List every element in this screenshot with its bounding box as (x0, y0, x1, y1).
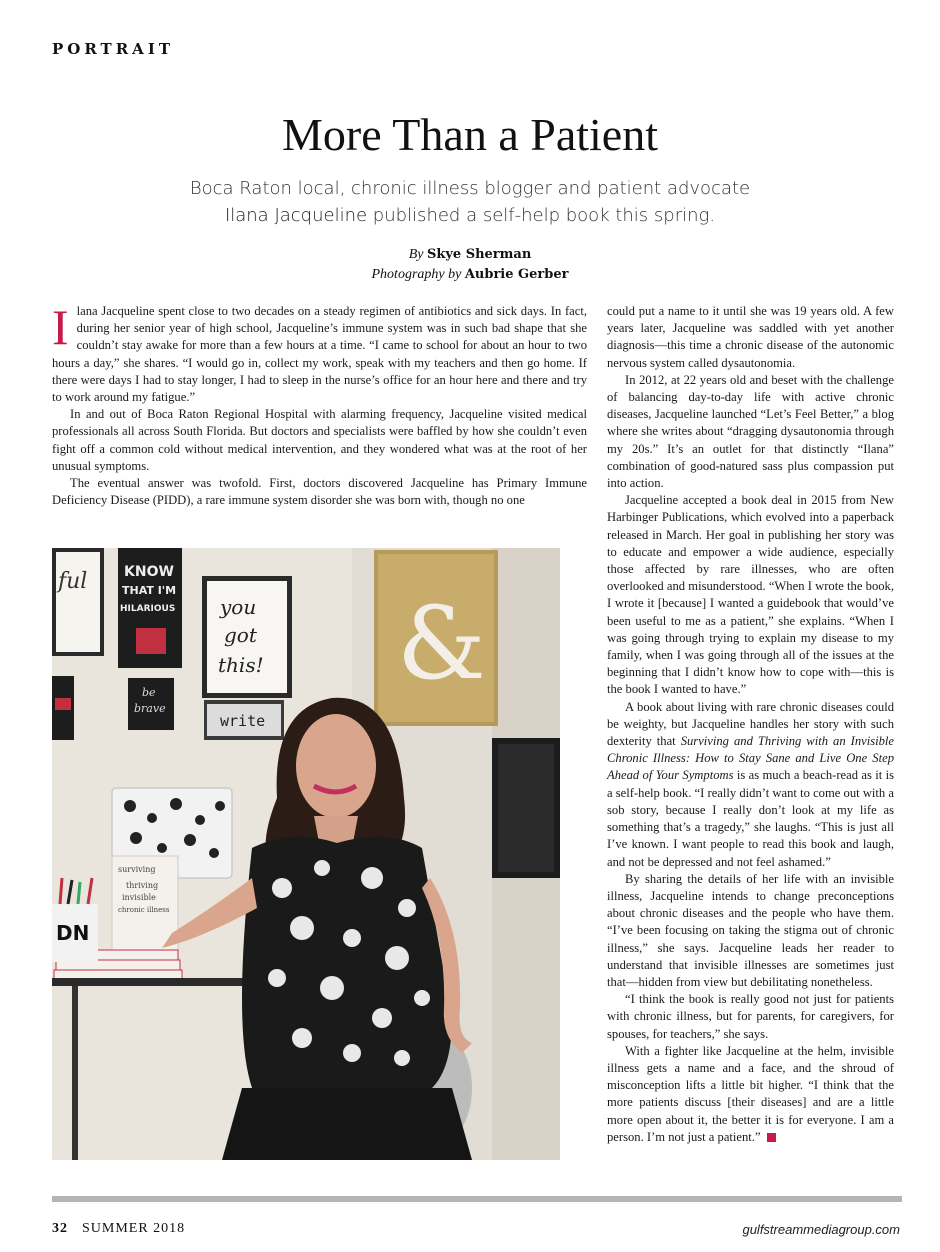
sign-be: be (142, 686, 156, 699)
paragraph: “I think the book is really good not just for patients with chronic illness, but for parents, for caregivers, for spouses, for teachers,” she says. (607, 992, 894, 1041)
photo-credit-author: Aubrie Gerber (464, 267, 569, 282)
page-number: 32 (52, 1221, 68, 1236)
portrait-photo-illustration (52, 548, 560, 1160)
paragraph: Jacqueline accepted a book deal in 2015 from New Harbinger Publications, which evolved into a paperback released in March. Her goal in publishing her story was to educate and empower a wide audience, especially those affected by rare illnesses, who are often overlooked and misunderstood. “When I wrote the book, I wrote it [because] I wanted a guidebook that would’ve been useful to me as a patient,” she explains. “When I was going through trying to explain my disease to my family, when I was going through all of the issues at the beginning that I didn’t know how to cope with—this is the book I wanted to have.” (607, 493, 894, 697)
section-label: PORTRAIT (52, 40, 174, 58)
book-spine-1: surviving (118, 865, 156, 874)
paragraph (607, 1043, 894, 1146)
frame-be-brave (128, 678, 174, 730)
paragraph: The eventual answer was twofold. First, doctors discovered Jacqueline has Primary Immune Deficiency Disease (PIDD), a rare immune system disorder she was born with, though no one (52, 476, 587, 508)
sign-know-line3: HILARIOUS (120, 604, 176, 614)
paragraph (52, 299, 587, 406)
mug (52, 904, 98, 962)
mug-text: DN (56, 921, 90, 945)
website-link[interactable]: gulfstreammediagroup.com (742, 1222, 900, 1237)
paragraph-text: With a fighter like Jacqueline at the helm, invisible illness gets a name and a face, and the shroud of misconception lifts a little bit higher. “I think that the more patients discuss [their diseases] and are a little more open about it, the better it is for everyone. I am a person. I’m not just a patient.” (607, 1043, 894, 1144)
paragraph-text: A book about living with rare chronic diseases could be weighty, but Jacqueline handles her story with such dexterity that (607, 699, 894, 749)
frame-write (204, 700, 284, 740)
footer-rule (52, 1196, 902, 1202)
frame-ampersand (374, 550, 498, 726)
book-spine-4: chronic illness (118, 906, 170, 914)
subtitle-name: Ilana Jacqueline (224, 205, 368, 226)
article-column-left (52, 299, 587, 509)
book-spine-2: thriving (126, 881, 159, 890)
sign-you: you (220, 595, 257, 619)
byline (0, 245, 940, 285)
article-column-right (607, 303, 894, 1146)
paragraph-text: is as much a beach-read as it is a self-help book. “I really didn’t want to come out with a sob story, because I really don’t look at my life as something that’s a tragedy,” she laughs. “This is just all I’ve known. I want people to read this book and laugh, and not be depressed and not feel ashamed.” (607, 768, 894, 869)
paragraph-text: lana Jacqueline spent close to two decades on a steady regimen of antibiotics and sick days. In fact, during her senior year of high school, Jacqueline’s immune system was in such bad shape that she couldn’t stay awake for more than a few hours at a time. “I came to school for about an hour to two hours a day,” she shares. “I would go in, collect my work, speak with my teachers and then go home. If there were days I had to stay longer, I had to sleep in the nurse’s office for an hour here and there and try to work around my fatigue.” (52, 304, 587, 405)
sign-write: write (220, 712, 266, 730)
byline-author: Skye Sherman (426, 247, 532, 262)
sign-ampersand: & (397, 585, 487, 702)
frame-you-got-this (202, 576, 292, 698)
subtitle-line-1: Boca Raton local, chronic illness blogger and patient advocate (189, 178, 751, 199)
paragraph: By sharing the details of her life with an invisible illness, Jacqueline intends to change preconceptions about chronic diseases and the people who have them. “I’ve been focusing on taking the stigma out of chronic illness,” she says. Jacqueline leads her reader to understand that invisible illnesses are sometimes just that—hidden from view but debilitating nonetheless. (607, 871, 894, 989)
folio (52, 1221, 185, 1237)
end-mark-icon (767, 1133, 776, 1142)
paragraph: In 2012, at 22 years old and beset with the challenge of balancing day-to-day life with active chronic diseases, Jacqueline launched “Let’s Feel Better,” a blog where she writes about “dragging dysautonomia through my 20s.” It’s an outlet for that distinctly “Ilana” combination of good-natured sass plus compassion put into action. (607, 372, 894, 491)
frame-know (118, 548, 182, 668)
sign-brave: brave (134, 702, 166, 715)
paragraph: could put a name to it until she was 19 years old. A few years later, Jacqueline was saddled with yet another diagnosis—this time a chronic disease of the autonomic nervous system called dysautonomia. (607, 304, 894, 370)
byline-prefix: By (408, 247, 427, 262)
photo-credit-prefix: Photography by (371, 267, 465, 282)
sign-got: got (224, 623, 257, 647)
book-spine-3: invisible (122, 893, 156, 902)
drop-cap: I (52, 299, 69, 355)
article-title: More Than a Patient (282, 109, 658, 160)
sign-this: this! (218, 653, 264, 677)
paragraph (607, 699, 894, 871)
subtitle-line-2: published a self-help book this spring. (367, 205, 716, 226)
sign-know-line2: THAT I'M (122, 584, 177, 597)
sign-know-line1: KNOW (124, 564, 174, 580)
article-subtitle (90, 175, 850, 229)
frame-ful (52, 548, 104, 656)
book-title: Surviving and Thriving with an Invisible Chronic Illness: How to Stay Sane and Live One Step Ahead of Your Symptoms (607, 734, 895, 783)
sign-ful: ful (58, 569, 88, 594)
issue-label: SUMMER 2018 (82, 1221, 186, 1236)
portrait-photo (52, 548, 560, 1160)
paragraph: In and out of Boca Raton Regional Hospital with alarming frequency, Jacqueline visited medical professionals all across South Florida. But doctors and specialists were baffled by how she couldn’t even fight off a common cold without medical intervention, and they wondered what was at the root of her unusual symptoms. (52, 407, 587, 473)
